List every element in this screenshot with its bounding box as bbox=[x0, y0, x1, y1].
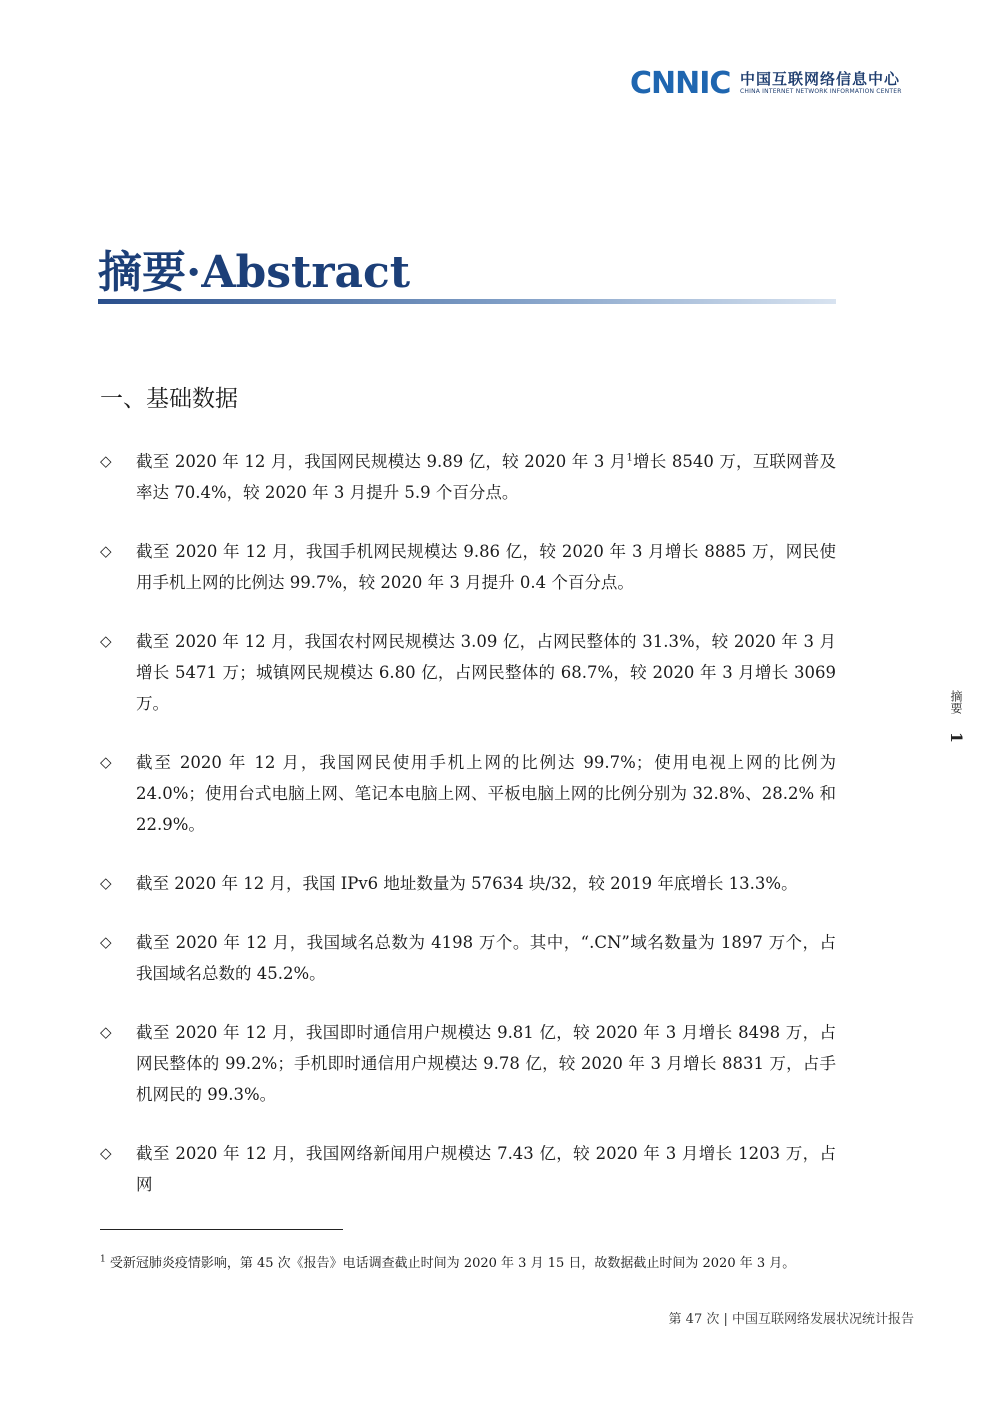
bullet-text-continued: 增长 8540 万，互联网普及率达 70.4%，较 2020 年 3 月提升 5.9 个百分点。 bbox=[136, 452, 837, 502]
footnote-text: 受新冠肺炎疫情影响，第 45 次《报告》电话调查截止时间为 2020 年 3 月 15 日，故数据截止时间为 2020 年 3 月。 bbox=[109, 1256, 796, 1271]
page-number: 1 bbox=[947, 731, 967, 744]
diamond-bullet-icon: ◇ bbox=[100, 632, 112, 650]
diamond-bullet-icon: ◇ bbox=[100, 542, 112, 560]
logo-mark: CNNIC bbox=[630, 66, 731, 101]
bullet-text: 截至 2020 年 12 月，我国网络新闻用户规模达 7.43 亿，较 2020 年 3 月增长 1203 万，占网 bbox=[136, 1144, 836, 1194]
bullet-item bbox=[100, 927, 836, 989]
bullet-text: 截至 2020 年 12 月，我国农村网民规模达 3.09 亿，占网民整体的 31.3%，较 2020 年 3 月增长 5471 万；城镇网民规模达 6.80 亿，占网民整体的 68.7%，较 2020 年 3 月增长 3069 万。 bbox=[136, 632, 836, 713]
diamond-bullet-icon: ◇ bbox=[100, 933, 112, 951]
logo-chinese-name: 中国互联网络信息中心 bbox=[740, 70, 901, 88]
bullet-text: 截至 2020 年 12 月，我国域名总数为 4198 万个。其中，“.CN”域名数量为 1897 万个，占我国域名总数的 45.2%。 bbox=[136, 933, 836, 983]
cnnic-logo bbox=[630, 64, 920, 104]
bullet-item bbox=[100, 1138, 836, 1200]
diamond-bullet-icon: ◇ bbox=[100, 452, 112, 470]
logo-english-name: CHINA INTERNET NETWORK INFORMATION CENTER bbox=[740, 88, 902, 95]
bullet-item bbox=[100, 446, 836, 508]
page-footer: 第 47 次 | 中国互联网络发展状况统计报告 bbox=[668, 1312, 914, 1327]
title-divider bbox=[98, 299, 836, 304]
side-tab-label: 摘要 bbox=[949, 690, 963, 714]
diamond-bullet-icon: ◇ bbox=[100, 1144, 112, 1162]
page-title: 摘要·Abstract bbox=[98, 247, 411, 298]
footnote-marker: 1 bbox=[100, 1254, 106, 1265]
bullet-item bbox=[100, 747, 836, 840]
diamond-bullet-icon: ◇ bbox=[100, 874, 112, 892]
bullet-item bbox=[100, 536, 836, 598]
bullet-text: 截至 2020 年 12 月，我国网民规模达 9.89 亿，较 2020 年 3 月 bbox=[136, 452, 627, 471]
bullet-text: 截至 2020 年 12 月，我国手机网民规模达 9.86 亿，较 2020 年 3 月增长 8885 万，网民使用手机上网的比例达 99.7%，较 2020 年 3 月提升 0.4 个百分点。 bbox=[136, 542, 836, 592]
footnote bbox=[100, 1251, 836, 1277]
diamond-bullet-icon: ◇ bbox=[100, 1023, 112, 1041]
bullet-item bbox=[100, 626, 836, 719]
bullet-list bbox=[100, 446, 836, 1228]
bullet-text: 截至 2020 年 12 月，我国 IPv6 地址数量为 57634 块/32，较 2019 年底增长 13.3%。 bbox=[136, 874, 798, 893]
diamond-bullet-icon: ◇ bbox=[100, 753, 112, 771]
footnote-reference[interactable]: 1 bbox=[626, 452, 633, 464]
bullet-text: 截至 2020 年 12 月，我国网民使用手机上网的比例达 99.7%；使用电视上网的比例为 24.0%；使用台式电脑上网、笔记本电脑上网、平板电脑上网的比例分别为 32.8%、28.2% 和 22.9%。 bbox=[136, 753, 836, 834]
section-heading: 一、基础数据 bbox=[100, 386, 238, 412]
footnote-divider bbox=[100, 1229, 343, 1230]
bullet-item bbox=[100, 868, 836, 899]
bullet-text: 截至 2020 年 12 月，我国即时通信用户规模达 9.81 亿，较 2020 年 3 月增长 8498 万，占网民整体的 99.2%；手机即时通信用户规模达 9.78 亿，较 2020 年 3 月增长 8831 万，占手机网民的 99.3%。 bbox=[136, 1023, 836, 1104]
bullet-item bbox=[100, 1017, 836, 1110]
